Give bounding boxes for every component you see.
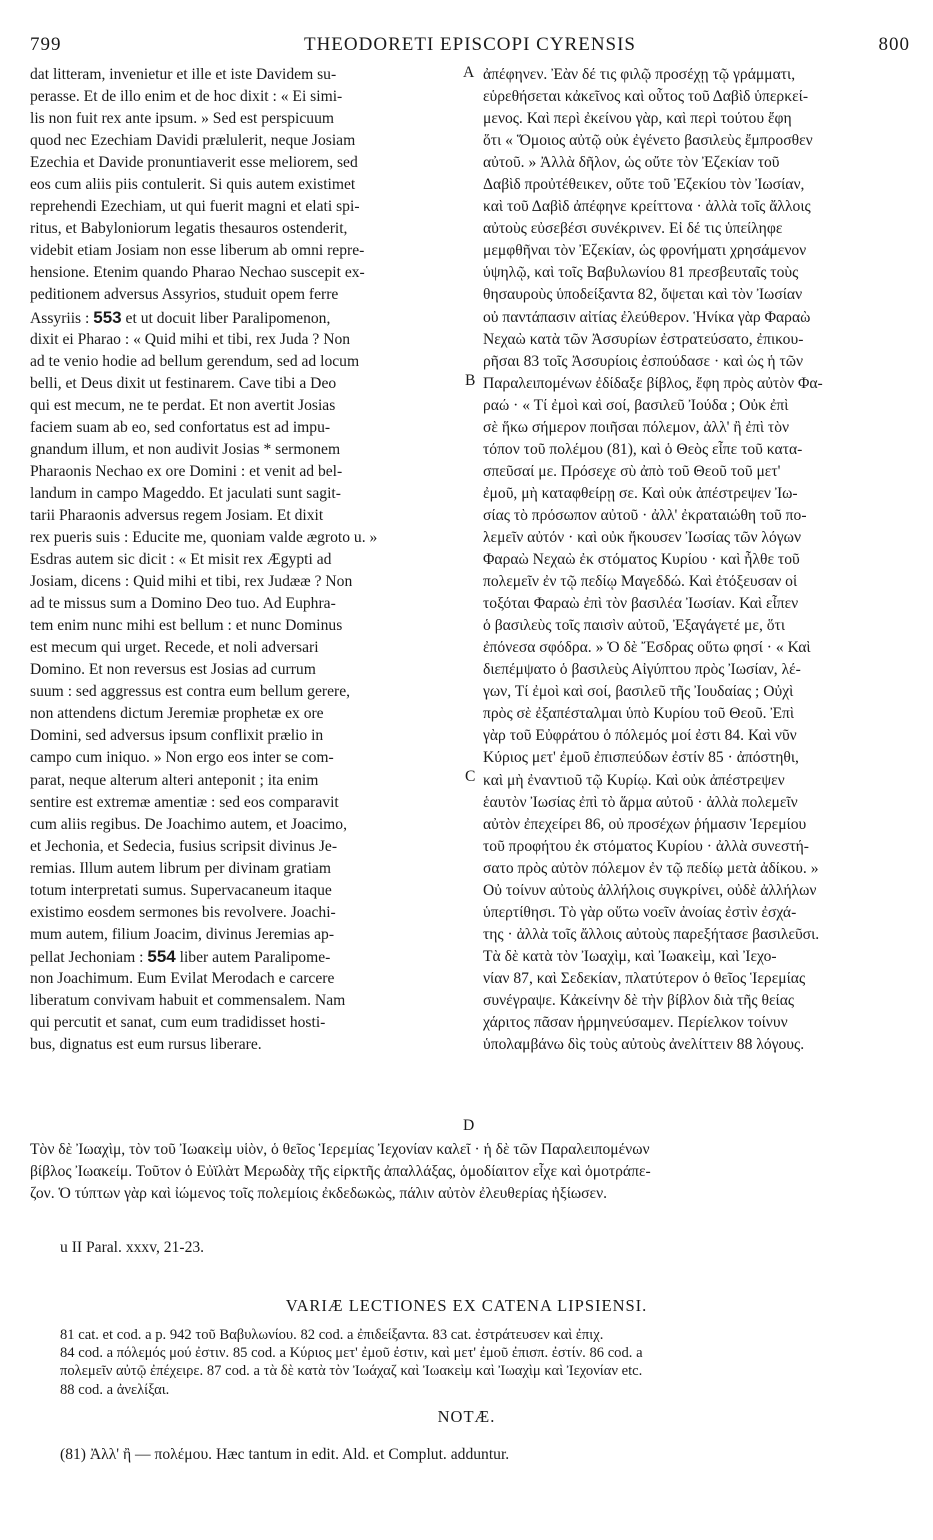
- migne-column-number: 553: [93, 307, 122, 327]
- latin-text-line: qui est mecum, ne te perdat. Et non avertit Josias: [30, 396, 336, 414]
- greek-text-line: σατο πρὸς αὐτὸν πόλεμον ἐν τῷ πεδίῳ μετὰ ἀδίκου. »: [483, 859, 819, 877]
- greek-text-line: διεπέμψατο ὁ βασιλεὺς Αἰγύπτου πρὸς Ἰωσίαν, λέ-: [483, 661, 801, 679]
- latin-text-line: Josiam, dicens : Quid mihi et tibi, rex Judææ ? Non: [30, 573, 353, 591]
- latin-text-line: belli, et Deus dixit ut festinarem. Cave tibi a Deo: [30, 374, 337, 392]
- greek-text-line: Φαραὼ Νεχαὼ ἐκ στόματος Κυρίου · καὶ ἦλθε τοῦ: [483, 551, 800, 569]
- latin-text-line: qui percutit et sanat, cum eum tradidisset hosti-: [30, 1014, 326, 1032]
- greek-text-line: Κύριος μετ' ἐμοῦ ἐπισπεύδων ἐστίν 85 · ἀπόστηθι,: [483, 749, 799, 767]
- latin-text-line: bus, dignatus est eum rursus liberare.: [30, 1036, 262, 1054]
- variant-line: 84 cod. a πόλεμός μού ἐστιν. 85 cod. a Κύριος μετ' ἐμοῦ ἐστιν, καὶ μετ' ἐμοῦ ἐπισπ. ἐστίν. 86 cod. a: [60, 1345, 643, 1362]
- greek-text-line: εὑρεθήσεται κἀκεῖνος καὶ οὗτος τοῦ Δαβὶδ ὑπερκεί-: [483, 88, 809, 106]
- latin-text-line: suum : sed aggressus est contra eum bellum gerere,: [30, 683, 351, 701]
- margin-marker-c: C: [465, 768, 476, 785]
- greek-text-line: ὑπερτίθησι. Τὸ γὰρ οὕτω νοεῖν ἀνοίας ἐστὶν ἐσχά-: [483, 903, 797, 921]
- latin-text-line: dat litteram, invenietur et ille et iste Davidem su-: [30, 66, 337, 83]
- latin-text-line: Pharaonis Nechao ex ore Domini : et venit ad bel-: [30, 462, 343, 480]
- greek-text-line: καὶ μὴ ἐναντιοῦ τῷ Κυρίῳ. Καὶ οὐκ ἀπέστρεψεν: [483, 771, 785, 789]
- greek-text-line: Νεχαὼ κατὰ τῶν Ἀσσυρίων ἐστρατεύσατο, ἐπικου-: [483, 330, 804, 348]
- greek-text-line: σὲ ἥκω σήμερον ποιῆσαι πόλεμον, ἀλλ' ἢ ἐπὶ τὸν: [483, 418, 790, 436]
- greek-text-line: ἐμοῦ, μὴ καταφθείρῃ σε. Καὶ οὐκ ἀπέστρεψεν Ἰω-: [483, 484, 798, 502]
- latin-text-line: Domino. Et non reversus est Josias ad currum: [30, 661, 316, 679]
- scripture-footnote: u II Paral. xxxv, 21-23.: [60, 1239, 205, 1256]
- latin-text-line: videbit etiam Josiam non esse liberum ab omni repre-: [30, 242, 365, 260]
- greek-text-line: συνέγραψε. Κἀκείνην δὲ τὴν βίβλον διὰ τῆς θείας: [483, 991, 795, 1009]
- margin-marker-b: B: [465, 372, 476, 389]
- latin-text-line: non attendens dictum Jeremiæ prophetæ ex ore: [30, 705, 324, 723]
- greek-text-line: τόπον τοῦ πολέμου (81), καὶ ὁ Θεὸς εἶπε τοῦ κατα-: [483, 440, 803, 458]
- greek-text-line: τοξόται Φαραὼ ἐπὶ τὸν βασιλέα Ἰωσίαν. Καὶ εἶπεν: [483, 595, 799, 613]
- latin-text-line: pellat Jechoniam : 554 liber autem Paralipome-: [30, 946, 331, 966]
- greek-text-line: οὐ παντάπασιν αἰτίας ἐλεύθερον. Ἡνίκα γὰρ Φαραὼ: [483, 308, 811, 326]
- latin-text-line: quod nec Ezechiam Davidi prælulerit, neque Josiam: [30, 132, 356, 150]
- latin-text-line: peditionem adversus Assyrios, studuit opem ferre: [30, 286, 339, 304]
- greek-text-line: λεμεῖν αὐτόν · καὶ οὐκ ἤκουσεν Ἰωσίας τῶν λόγων: [483, 528, 801, 546]
- variant-line: πολεμεῖν αὐτῷ ἐπέχειρε. 87 cod. a τὰ δὲ κατὰ τὸν Ἰωάχαζ καὶ Ἰωακεὶμ καὶ Ἰωαχὶμ καὶ Ἰεχονίαν etc.: [60, 1363, 643, 1380]
- running-title: THEODORETI EPISCOPI CYRENSIS: [303, 34, 637, 55]
- variant-readings: [60, 1326, 920, 1399]
- greek-text-line: ὁ βασιλεὺς τοῖς παισὶν αὐτοῦ, Ἐξαγάγετέ με, ὅτι: [483, 617, 786, 635]
- greek-column: [483, 64, 910, 1056]
- greek-text-line: Τὰ δὲ κατὰ τὸν Ἰωαχὶμ, καὶ Ἰωακεὶμ, καὶ Ἰεχο-: [483, 947, 777, 965]
- greek-text-line: βίβλος Ἰωακείμ. Τοῦτον ὁ Εὐϊλὰτ Μερωδὰχ τῆς εἱρκτῆς ἀπαλλάξας, ὁμοδίαιτον εἶχε καὶ ὁμοτράπε-: [30, 1163, 651, 1181]
- page-number-right: 800: [878, 34, 910, 55]
- latin-text-line: landum in campo Mageddo. Et jaculati sunt sagit-: [30, 484, 341, 502]
- variant-line: 81 cat. et cod. a p. 942 τοῦ Βαβυλωνίου. 82 cod. a ἐπιδείξαντα. 83 cat. ἐστράτευσεν καὶ ἐπιχ.: [60, 1327, 604, 1343]
- greek-text-line: καὶ τοῦ Δαβὶδ ἀπέφηνε κρείττονα · ἀλλὰ τοῖς ἄλλοις: [483, 198, 811, 216]
- latin-text-line: dixit ei Pharao : « Quid mihi et tibi, rex Juda ? Non: [30, 330, 351, 348]
- latin-text-line: Esdras autem sic dicit : « Et misit rex Ægypti ad: [30, 551, 332, 569]
- greek-text-line: σίας τὸ πρόσωπον αὐτοῦ · ἀλλ' ἐκραταιώθη τοῦ πο-: [483, 506, 807, 524]
- latin-text-line: faciem suam ab eo, sed confortatus est ad impu-: [30, 418, 331, 436]
- latin-text-line: Ezechia et Davide pronuntiaverit esse meliorem, sed: [30, 154, 358, 172]
- latin-text-line: rex pueris suis : Educite me, quoniam valde ægroto u. »: [30, 528, 378, 546]
- latin-text-line: ritus, et Babyloniorum legatis thesauros ostenderit,: [30, 220, 348, 238]
- greek-text-line: ὑπολαμβάνω δὶς τοὺς αὐτοὺς ἀνελίττειν 88 λόγους.: [483, 1036, 805, 1054]
- variants-heading: VARIÆ LECTIONES EX CATENA LIPSIENSI.: [285, 1296, 648, 1315]
- page-number-left: 799: [30, 34, 62, 55]
- latin-column: [30, 64, 460, 1056]
- full-width-greek: [30, 1139, 910, 1205]
- running-header: [30, 34, 910, 60]
- greek-text-line: ὅτι « Ὅμοιος αὐτῷ οὐκ ἐγένετο βασιλεὺς ἔμπροσθεν: [483, 132, 813, 150]
- greek-text-line: αὐτὸν ἐπεχείρει 86, οὐ προσέχων ῥήμασιν Ἱερεμίου: [483, 815, 807, 833]
- variant-line: 88 cod. a ἀνελίξαι.: [60, 1381, 170, 1398]
- latin-text-line: perasse. Et de illo enim et de hoc dixit : « Ei simi-: [30, 88, 343, 106]
- latin-text-line: lis non fuit rex ante ipsum. » Sed est perspicuum: [30, 110, 335, 128]
- latin-text-line: remias. Illum autem librum per divinam gratiam: [30, 859, 331, 877]
- greek-text-line: Δαβὶδ προὐτέθεικεν, οὔτε τοῦ Ἐζεκίου τὸν Ἰωσίαν,: [483, 176, 805, 194]
- greek-text-line: ἐπόνεσα σφόδρα. » Ὁ δὲ Ἔσδρας οὕτω φησί · « Καὶ: [483, 639, 811, 657]
- greek-text-line: ραώ · « Τί ἐμοὶ καὶ σοί, βασιλεῦ Ἰούδα ; Οὐκ ἐπὶ: [483, 396, 789, 414]
- greek-text-line: μενος. Καὶ περὶ ἐκείνου γὰρ, καὶ περὶ τούτου ἔφη: [483, 110, 792, 128]
- latin-text-line: Domini, sed adversus ipsum conflixit prælio in: [30, 727, 324, 745]
- latin-text-line: sentire est extremæ amentiæ : sed eos comparavit: [30, 793, 339, 811]
- greek-text-line: χάριτος πᾶσαν ἡρμηνεύσαμεν. Περίελκον τοίνυν: [483, 1014, 788, 1032]
- greek-text-line: σπεῦσαί με. Πρόσεχε σὺ ἀπὸ τοῦ Θεοῦ τοῦ μετ': [483, 462, 781, 480]
- latin-text-line: tem enim nunc mihi est bellum : et nunc Dominus: [30, 617, 343, 635]
- latin-text-line: liberatum convivam habuit et commensalem. Nam: [30, 991, 346, 1009]
- latin-text-line: mum autem, filium Joacim, divinus Jeremias ap-: [30, 925, 335, 943]
- greek-text-line: πρὸς σὲ ἐξαπέσταλμαι ὑπὸ Κυρίου τοῦ Θεοῦ. Ἐπὶ: [483, 705, 795, 723]
- latin-text-line: et Jechonia, et Sedecia, fusius scripsit divinus Je-: [30, 837, 338, 855]
- latin-text-line: est mecum qui urget. Recede, et noli adversari: [30, 639, 319, 657]
- greek-text-line: γων, Τί ἐμοὶ καὶ σοί, βασιλεῦ τῆς Ἰουδαίας ; Οὐχὶ: [483, 683, 794, 701]
- greek-text-line: πολεμεῖν ἐν τῷ πεδίῳ Μαγεδδώ. Καὶ ἐτόξευσαν οἱ: [483, 573, 798, 591]
- greek-text-line: της · ἀλλὰ τοῖς ἄλλοις αὐτοὺς παρεξήτασε βασιλεῦσι.: [483, 925, 820, 943]
- latin-text-line: ad te missus sum a Domino Deo tuo. Ad Euphra-: [30, 595, 336, 613]
- greek-text-line: νίαν 87, καὶ Σεδεκίαν, πλατύτερον ὁ θεῖος Ἱερεμίας: [483, 969, 806, 987]
- greek-text-line: ἑαυτὸν Ἰωσίας ἐπὶ τὸ ἅρμα αὐτοῦ · ἀλλὰ πολεμεῖν: [483, 793, 798, 811]
- latin-text-line: eos cum aliis piis contulerit. Si quis autem existimet: [30, 176, 356, 194]
- latin-text-line: gnandum illum, et non audivit Josias * sermonem: [30, 440, 341, 458]
- greek-text-line: μεμφθῆναι τὸν Ἐζεκίαν, ὡς φρονήματι χρησάμενον: [483, 242, 807, 260]
- latin-text-line: existimo eosdem sermones bis revolvere. Joachi-: [30, 903, 336, 921]
- latin-text-line: parat, neque alterum alteri anteponit ; ita enim: [30, 771, 319, 789]
- note-81: (81) Ἀλλ' ἢ — πολέμου. Hæc tantum in edit. Ald. et Complut. adduntur.: [60, 1446, 510, 1463]
- greek-text-line: γὰρ τοῦ Εὐφράτου ὁ πόλεμός μοί ἐστι 84. Καὶ νῦν: [483, 727, 797, 745]
- latin-text-line: non Joachimum. Eum Evilat Merodach e carcere: [30, 969, 335, 987]
- greek-text-line: Οὐ τοίνυν αὐτοὺς ἀλλήλοις συγκρίνει, οὐδὲ ἀλλήλων: [483, 881, 817, 899]
- greek-text-line: ρῆσαι 83 τοῖς Ἀσσυρίοις ἐσπούδασε · καὶ ὡς ἡ τῶν: [483, 352, 804, 370]
- latin-text-line: ad te venio hodie ad bellum gerendum, sed ad locum: [30, 352, 360, 370]
- latin-text-line: tarii Pharaonis adversus regem Josiam. Et dixit: [30, 506, 324, 524]
- latin-text-line: reprehendi Ezechiam, ut qui fuerit magni et elati spi-: [30, 198, 360, 216]
- greek-text-line: ἀπέφηνεν. Ἐὰν δέ τις φιλῷ προσέχῃ τῷ γράμματι,: [483, 66, 796, 83]
- latin-text-line: Assyriis : 553 et ut docuit liber Paralipomenon,: [30, 307, 331, 327]
- greek-text-line: θησαυροὺς ὑποδείξαντα 82, ὄψεται καὶ τὸν Ἰωσίαν: [483, 286, 803, 304]
- latin-text-line: totum interpretati sumus. Supervacaneum itaque: [30, 881, 332, 899]
- latin-text-line: campo cum iniquo. » Non ergo eos inter se com-: [30, 749, 334, 767]
- notae-heading: NOTÆ.: [437, 1407, 496, 1426]
- greek-text-line: αὐτοὺς εὐσεβέσι συνέκρινεν. Εἰ δέ τις ὑπείληφε: [483, 220, 783, 238]
- margin-marker-d: D: [463, 1117, 475, 1134]
- latin-text-line: hensione. Etenim quando Pharao Nechao suscepit ex-: [30, 264, 365, 282]
- margin-marker-a: A: [463, 64, 475, 81]
- migne-column-number: 554: [147, 946, 176, 966]
- greek-text-line: τοῦ προφήτου ἐκ στόματος Κυρίου · ἀλλὰ συνεστή-: [483, 837, 809, 855]
- greek-text-line: Παραλειπομένων ἐδίδαξε βίβλος, ἔφη πρὸς αὐτὸν Φα-: [483, 374, 823, 392]
- latin-text-line: cum aliis regibus. De Joachimo autem, et Joacimo,: [30, 815, 347, 833]
- greek-text-line: ζον. Ὁ τύπτων γὰρ καὶ ἰώμενος τοῖς πολεμίοις ἐκδεδωκὼς, πάλιν αὐτὸν ἐλευθερίας ἠξίωσεν.: [30, 1185, 608, 1203]
- greek-text-line: Τὸν δὲ Ἰωαχὶμ, τὸν τοῦ Ἰωακεὶμ υἱὸν, ὁ θεῖος Ἱερεμίας Ἰεχονίαν καλεῖ · ἡ δὲ τῶν Παραλειπομένων: [30, 1141, 650, 1158]
- greek-text-line: αὐτοῦ. » Ἀλλὰ δῆλον, ὡς οὔτε τὸν Ἐζεκίαν τοῦ: [483, 154, 780, 172]
- greek-text-line: ὑψηλῷ, καὶ τοῖς Βαβυλωνίου 81 πρεσβευταῖς τοὺς: [483, 264, 799, 282]
